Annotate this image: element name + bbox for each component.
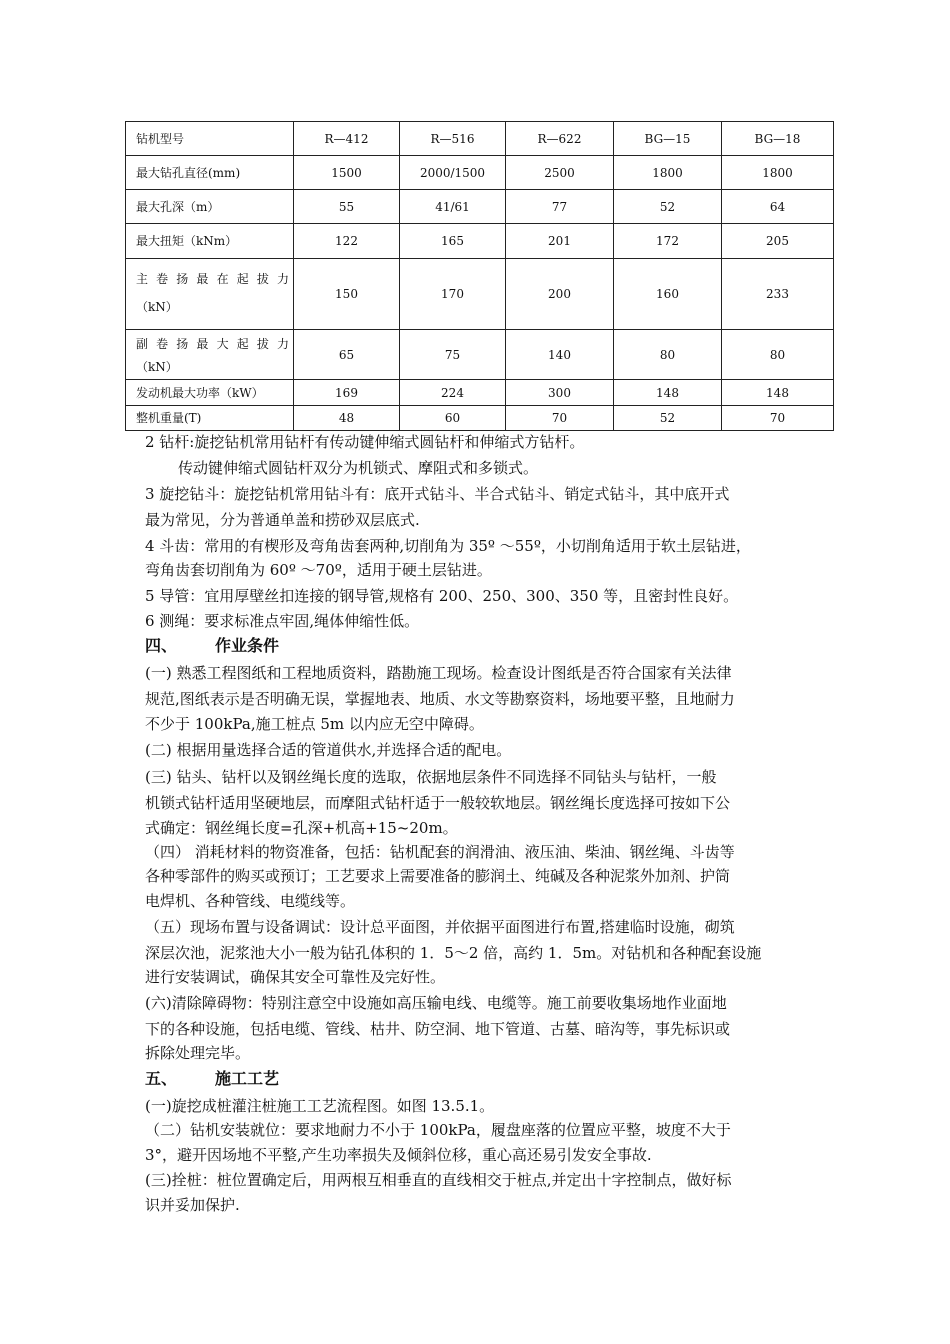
text-line: 下的各种设施，包括电缆、管线、枯井、防空洞、地下管道、古墓、暗沟等，事先标识或 [145, 1020, 731, 1038]
section-heading [145, 633, 279, 659]
table-cell: 148 [614, 380, 722, 406]
text-line: (一)旋挖成桩灌注桩施工工艺流程图。如图 13.5.1。 [145, 1097, 495, 1115]
text-line: 识并妥加保护. [145, 1196, 240, 1214]
row-label: 钻机型号 [126, 122, 294, 156]
text-line: 式确定：钢丝绳长度=孔深+机高+15~20m。 [145, 819, 458, 837]
row-label: 最大孔深（m） [126, 190, 294, 224]
row-label-unit: （kN） [136, 359, 178, 374]
text-line: 深层次池，泥浆池大小一般为钻孔体积的 1．5～2 倍，高约 1．5m。对钻机和各种配套设施 [145, 944, 762, 962]
table-cell: 150 [294, 259, 400, 330]
text-line: 电焊机、各种管线、电缆线等。 [145, 892, 356, 910]
table-cell: 77 [506, 190, 614, 224]
table-cell: 122 [294, 224, 400, 259]
table-cell: 140 [506, 330, 614, 380]
table-cell: BG—18 [722, 122, 834, 156]
text-line: (二) 根据用量选择合适的管道供水,并选择合适的配电。 [145, 741, 512, 759]
text-line: (三)拴桩：桩位置确定后，用两根互相垂直的直线相交于桩点,并定出十字控制点，做好标 [145, 1171, 732, 1189]
table-cell: 64 [722, 190, 834, 224]
table-cell: 80 [722, 330, 834, 380]
table-row [126, 259, 834, 330]
table-cell: 233 [722, 259, 834, 330]
row-label [126, 259, 294, 330]
table-cell: 55 [294, 190, 400, 224]
table-cell: 48 [294, 406, 400, 431]
drill-spec-table [125, 121, 834, 431]
table-row [126, 156, 834, 190]
table-row [126, 190, 834, 224]
text-line: 各种零部件的购买或预订；工艺要求上需要准备的膨润土、纯碱及各种泥浆外加剂、护筒 [145, 867, 731, 885]
table-cell: 70 [722, 406, 834, 431]
section-heading [145, 1066, 279, 1092]
table-cell: 65 [294, 330, 400, 380]
row-label: 最大扭矩（kNm） [126, 224, 294, 259]
text-line: 进行安装调试，确保其安全可靠性及完好性。 [145, 968, 446, 986]
table-cell: R—622 [506, 122, 614, 156]
section-number: 四、 [145, 636, 178, 655]
table-cell: 1800 [614, 156, 722, 190]
row-label: 发动机最大功率（kW） [126, 380, 294, 406]
table-cell: 165 [400, 224, 506, 259]
table-cell: 1500 [294, 156, 400, 190]
text-line: (一) 熟悉工程图纸和工程地质资料，踏勘施工现场。检查设计图纸是否符合国家有关法律 [145, 664, 732, 682]
table-cell: 172 [614, 224, 722, 259]
table-cell: 41/61 [400, 190, 506, 224]
row-label-line: 主卷扬最在起拔力 [136, 272, 289, 286]
row-label [126, 330, 294, 380]
paragraph-conduit: 5 导管：宜用厚壁丝扣连接的钢导管,规格有 200、250、300、350 等，且密封性良好。 [145, 587, 739, 605]
table-cell: 148 [722, 380, 834, 406]
section-title: 作业条件 [215, 636, 280, 655]
table-cell: 200 [506, 259, 614, 330]
paragraph-sounding-rope: 6 测绳：要求标准点牢固,绳体伸缩性低。 [145, 612, 420, 630]
table-cell: 201 [506, 224, 614, 259]
table-cell: 52 [614, 406, 722, 431]
row-label-line: 副卷扬最大起拔力 [136, 336, 289, 351]
table-cell: 60 [400, 406, 506, 431]
table-cell: 170 [400, 259, 506, 330]
paragraph-drill-rod: 2 钻杆:旋挖钻机常用钻杆有传动键伸缩式圆钻杆和伸缩式方钻杆。 [145, 433, 585, 451]
table-cell: 169 [294, 380, 400, 406]
paragraph-drill-bucket: 3 旋挖钻斗：旋挖钻机常用钻斗有：底开式钻斗、半合式钻斗、销定式钻斗，其中底开式 [145, 485, 730, 503]
paragraph-teeth: 4 斗齿：常用的有楔形及弯角齿套两种,切削角为 35º ～55º，小切削角适用于软土层钻进， [145, 537, 751, 555]
table-cell: 80 [614, 330, 722, 380]
text-line: 规范,图纸表示是否明确无误，掌握地表、地质、水文等勘察资料，场地要平整，且地耐力 [145, 690, 735, 708]
table-cell: 70 [506, 406, 614, 431]
table-cell: R—516 [400, 122, 506, 156]
table-cell: 52 [614, 190, 722, 224]
text-line: 机锁式钻杆适用坚硬地层，而摩阻式钻杆适于一般较软地层。钢丝绳长度选择可按如下公 [145, 794, 731, 812]
row-label: 整机重量(T) [126, 406, 294, 431]
paragraph-teeth-cont: 弯角齿套切削角为 60º ～70º，适用于硬土层钻进。 [145, 561, 492, 579]
text-line: 拆除处理完毕。 [145, 1044, 251, 1062]
section-number: 五、 [145, 1069, 178, 1088]
table-cell: R—412 [294, 122, 400, 156]
table-cell: 2500 [506, 156, 614, 190]
text-line: 3°，避开因场地不平整,产生功率损失及倾斜位移，重心高还易引发安全事故. [145, 1146, 652, 1164]
table-cell: 75 [400, 330, 506, 380]
text-line: （五）现场布置与设备调试：设计总平面图，并依据平面图进行布置,搭建临时设施，砌筑 [145, 918, 735, 936]
table-cell: 2000/1500 [400, 156, 506, 190]
table-cell: 1800 [722, 156, 834, 190]
table-cell: 160 [614, 259, 722, 330]
paragraph-drill-bucket-cont: 最为常见，分为普通单盖和捞砂双层底式. [145, 511, 420, 529]
table-row [126, 406, 834, 431]
table-cell: 205 [722, 224, 834, 259]
text-line: （四） 消耗材料的物资准备，包括：钻机配套的润滑油、液压油、柴油、钢丝绳、斗齿等 [145, 843, 735, 861]
table-row [126, 122, 834, 156]
table-cell: 224 [400, 380, 506, 406]
text-line: (六)清除障碍物：特别注意空中设施如高压输电线、电缆等。施工前要收集场地作业面地 [145, 994, 727, 1012]
table-row [126, 380, 834, 406]
table-row [126, 224, 834, 259]
row-label: 最大钻孔直径(mm) [126, 156, 294, 190]
row-label-unit: （kN） [136, 300, 178, 314]
text-line: (三) 钻头、钻杆以及钢丝绳长度的选取，依据地层条件不同选择不同钻头与钻杆，一般 [145, 768, 717, 786]
table-cell: BG—15 [614, 122, 722, 156]
text-line: （二）钻机安装就位：要求地耐力不小于 100kPa，履盘座落的位置应平整，坡度不大于 [145, 1121, 731, 1139]
table-cell: 300 [506, 380, 614, 406]
text-line: 不少于 100kPa,施工桩点 5m 以内应无空中障碍。 [145, 715, 484, 733]
section-title: 施工工艺 [215, 1069, 280, 1088]
paragraph-drill-rod-types: 传动键伸缩式圆钻杆双分为机锁式、摩阻式和多锁式。 [178, 459, 539, 477]
table-row [126, 330, 834, 380]
